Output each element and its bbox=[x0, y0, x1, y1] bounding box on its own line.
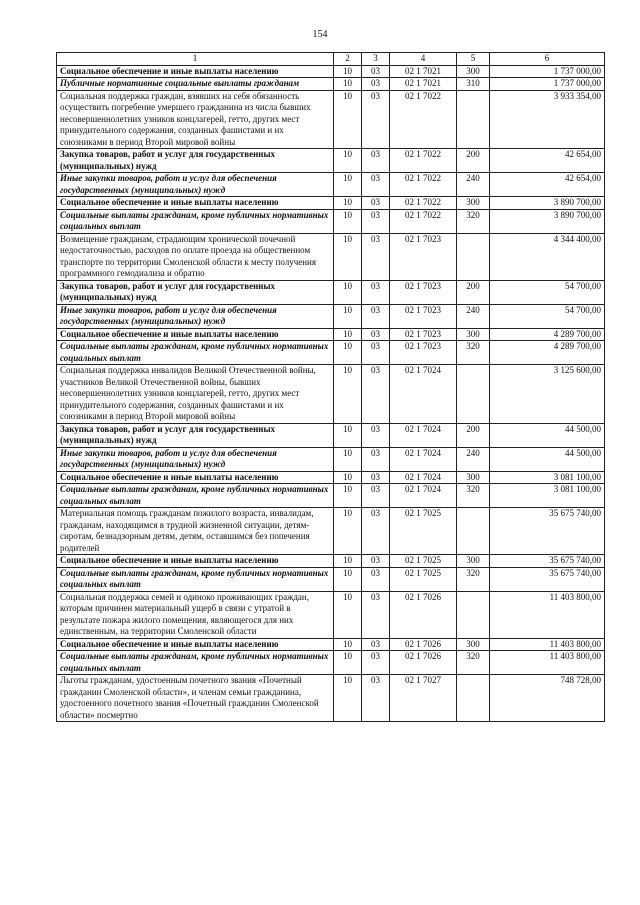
row-subsection-cell: 03 bbox=[362, 365, 390, 424]
row-subsection-cell: 03 bbox=[362, 149, 390, 173]
row-name-cell: Иные закупки товаров, работ и услуг для обеспечения государственных (муниципальных) нужд bbox=[57, 304, 334, 328]
row-expense-type-cell: 300 bbox=[457, 197, 490, 210]
row-section-cell: 10 bbox=[334, 233, 362, 280]
row-section-cell: 10 bbox=[334, 471, 362, 484]
table-row bbox=[57, 280, 605, 304]
row-target-article-cell: 02 1 7025 bbox=[390, 508, 457, 555]
row-target-article-cell: 02 1 7026 bbox=[390, 638, 457, 651]
table-row bbox=[57, 484, 605, 508]
row-name-cell: Материальная помощь гражданам пожилого возраста, инвалидам, гражданам, находящимся в трудной жизненной ситуации, детям-сиротам, безнадзорным детям, детям, оставшимся без попечения родителей bbox=[57, 508, 334, 555]
header-cell: 2 bbox=[334, 53, 362, 66]
header-cell: 4 bbox=[390, 53, 457, 66]
row-name-cell: Социальное обеспечение и иные выплаты населению bbox=[57, 328, 334, 341]
row-amount-cell: 3 125 600,00 bbox=[490, 365, 605, 424]
row-section-cell: 10 bbox=[334, 638, 362, 651]
row-section-cell: 10 bbox=[334, 328, 362, 341]
row-amount-cell: 3 890 700,00 bbox=[490, 209, 605, 233]
row-expense-type-cell: 240 bbox=[457, 173, 490, 197]
row-name-cell: Социальные выплаты гражданам, кроме публичных нормативных социальных выплат bbox=[57, 567, 334, 591]
row-name-cell: Социальные выплаты гражданам, кроме публичных нормативных социальных выплат bbox=[57, 209, 334, 233]
row-target-article-cell: 02 1 7022 bbox=[390, 90, 457, 149]
row-name-cell: Возмещение гражданам, страдающим хронической почечной недостаточностью, расходов по оплате проезда на общественном транспорте по территории Смоленской области к месту получения программного гемодиализа и обратно bbox=[57, 233, 334, 280]
row-name-cell: Социальное обеспечение и иные выплаты населению bbox=[57, 638, 334, 651]
row-section-cell: 10 bbox=[334, 173, 362, 197]
row-name-cell: Закупка товаров, работ и услуг для государственных (муниципальных) нужд bbox=[57, 149, 334, 173]
row-subsection-cell: 03 bbox=[362, 651, 390, 675]
row-amount-cell: 44 500,00 bbox=[490, 447, 605, 471]
header-cell: 5 bbox=[457, 53, 490, 66]
row-expense-type-cell bbox=[457, 675, 490, 722]
row-expense-type-cell: 200 bbox=[457, 423, 490, 447]
row-expense-type-cell: 300 bbox=[457, 638, 490, 651]
row-expense-type-cell: 200 bbox=[457, 149, 490, 173]
row-subsection-cell: 03 bbox=[362, 209, 390, 233]
row-subsection-cell: 03 bbox=[362, 328, 390, 341]
row-amount-cell: 35 675 740,00 bbox=[490, 508, 605, 555]
row-subsection-cell: 03 bbox=[362, 280, 390, 304]
row-expense-type-cell: 240 bbox=[457, 447, 490, 471]
table-row bbox=[57, 675, 605, 722]
row-section-cell: 10 bbox=[334, 651, 362, 675]
row-target-article-cell: 02 1 7024 bbox=[390, 365, 457, 424]
row-expense-type-cell bbox=[457, 365, 490, 424]
row-amount-cell: 4 344 400,00 bbox=[490, 233, 605, 280]
table-row bbox=[57, 197, 605, 210]
row-name-cell: Социальное обеспечение и иные выплаты населению bbox=[57, 471, 334, 484]
row-name-cell: Социальная поддержка граждан, взявших на себя обязанность осуществить погребение умершего гражданина из числа бывших несовершеннолетних узников концлагерей, гетто, других мест принудительного содержания, созданных фашистами и их союзниками в период Второй мировой войны bbox=[57, 90, 334, 149]
row-target-article-cell: 02 1 7024 bbox=[390, 447, 457, 471]
row-subsection-cell: 03 bbox=[362, 90, 390, 149]
table-row bbox=[57, 209, 605, 233]
row-amount-cell: 3 081 100,00 bbox=[490, 471, 605, 484]
header-cell: 1 bbox=[57, 53, 334, 66]
row-name-cell: Социальное обеспечение и иные выплаты населению bbox=[57, 65, 334, 78]
row-target-article-cell: 02 1 7021 bbox=[390, 78, 457, 91]
row-name-cell: Закупка товаров, работ и услуг для государственных (муниципальных) нужд bbox=[57, 280, 334, 304]
table-row bbox=[57, 149, 605, 173]
row-subsection-cell: 03 bbox=[362, 423, 390, 447]
row-subsection-cell: 03 bbox=[362, 447, 390, 471]
row-expense-type-cell: 320 bbox=[457, 484, 490, 508]
row-expense-type-cell: 300 bbox=[457, 328, 490, 341]
row-name-cell: Социальное обеспечение и иные выплаты населению bbox=[57, 197, 334, 210]
row-subsection-cell: 03 bbox=[362, 675, 390, 722]
row-target-article-cell: 02 1 7022 bbox=[390, 149, 457, 173]
table-row bbox=[57, 65, 605, 78]
table-row bbox=[57, 555, 605, 568]
row-target-article-cell: 02 1 7021 bbox=[390, 65, 457, 78]
row-subsection-cell: 03 bbox=[362, 304, 390, 328]
row-name-cell: Социальная поддержка семей и одиноко проживающих граждан, которым причинен материальный ущерб в связи с утратой в результате пожара жилого помещения, являющегося для них единственным, на территории Смоленской области bbox=[57, 591, 334, 638]
header-cell: 3 bbox=[362, 53, 390, 66]
row-expense-type-cell bbox=[457, 508, 490, 555]
table-row bbox=[57, 651, 605, 675]
row-expense-type-cell bbox=[457, 233, 490, 280]
row-expense-type-cell: 320 bbox=[457, 209, 490, 233]
row-amount-cell: 54 700,00 bbox=[490, 280, 605, 304]
table-row bbox=[57, 233, 605, 280]
row-amount-cell: 11 403 800,00 bbox=[490, 591, 605, 638]
row-section-cell: 10 bbox=[334, 149, 362, 173]
row-amount-cell: 54 700,00 bbox=[490, 304, 605, 328]
row-expense-type-cell: 240 bbox=[457, 304, 490, 328]
row-section-cell: 10 bbox=[334, 90, 362, 149]
row-section-cell: 10 bbox=[334, 197, 362, 210]
row-section-cell: 10 bbox=[334, 484, 362, 508]
table-row bbox=[57, 591, 605, 638]
row-section-cell: 10 bbox=[334, 65, 362, 78]
row-subsection-cell: 03 bbox=[362, 197, 390, 210]
table-body bbox=[57, 65, 605, 722]
row-target-article-cell: 02 1 7026 bbox=[390, 651, 457, 675]
row-target-article-cell: 02 1 7026 bbox=[390, 591, 457, 638]
row-amount-cell: 4 289 700,00 bbox=[490, 341, 605, 365]
row-section-cell: 10 bbox=[334, 209, 362, 233]
row-subsection-cell: 03 bbox=[362, 471, 390, 484]
table-row bbox=[57, 90, 605, 149]
row-target-article-cell: 02 1 7024 bbox=[390, 423, 457, 447]
row-expense-type-cell: 300 bbox=[457, 555, 490, 568]
row-target-article-cell: 02 1 7027 bbox=[390, 675, 457, 722]
row-subsection-cell: 03 bbox=[362, 78, 390, 91]
table-row bbox=[57, 567, 605, 591]
row-subsection-cell: 03 bbox=[362, 484, 390, 508]
page-number: 154 bbox=[312, 29, 328, 40]
row-amount-cell: 11 403 800,00 bbox=[490, 638, 605, 651]
row-amount-cell: 35 675 740,00 bbox=[490, 555, 605, 568]
row-expense-type-cell: 320 bbox=[457, 567, 490, 591]
table-row bbox=[57, 328, 605, 341]
row-section-cell: 10 bbox=[334, 675, 362, 722]
row-amount-cell: 3 081 100,00 bbox=[490, 484, 605, 508]
table-row bbox=[57, 638, 605, 651]
row-target-article-cell: 02 1 7023 bbox=[390, 304, 457, 328]
row-name-cell: Льготы гражданам, удостоенным почетного звания «Почетный гражданин Смоленской области», и членам семьи гражданина, удостоенного почетного звания «Почетный гражданин Смоленской области» посмертно bbox=[57, 675, 334, 722]
row-amount-cell: 3 890 700,00 bbox=[490, 197, 605, 210]
row-target-article-cell: 02 1 7022 bbox=[390, 173, 457, 197]
row-subsection-cell: 03 bbox=[362, 638, 390, 651]
row-target-article-cell: 02 1 7025 bbox=[390, 555, 457, 568]
row-section-cell: 10 bbox=[334, 280, 362, 304]
row-section-cell: 10 bbox=[334, 567, 362, 591]
row-amount-cell: 35 675 740,00 bbox=[490, 567, 605, 591]
row-target-article-cell: 02 1 7022 bbox=[390, 209, 457, 233]
row-amount-cell: 11 403 800,00 bbox=[490, 651, 605, 675]
row-subsection-cell: 03 bbox=[362, 173, 390, 197]
header-cell: 6 bbox=[490, 53, 605, 66]
row-name-cell: Социальная поддержка инвалидов Великой Отечественной войны, участников Великой Отечественной войны, бывших несовершеннолетних узников концлагерей, гетто, других мест принудительного содержания, созданных фашистами и их союзниками в период Второй мировой войны bbox=[57, 365, 334, 424]
row-section-cell: 10 bbox=[334, 591, 362, 638]
table-row bbox=[57, 173, 605, 197]
row-subsection-cell: 03 bbox=[362, 233, 390, 280]
header-row bbox=[57, 53, 605, 66]
row-amount-cell: 748 728,00 bbox=[490, 675, 605, 722]
row-name-cell: Публичные нормативные социальные выплаты гражданам bbox=[57, 78, 334, 91]
row-amount-cell: 44 500,00 bbox=[490, 423, 605, 447]
row-name-cell: Иные закупки товаров, работ и услуг для обеспечения государственных (муниципальных) нужд bbox=[57, 447, 334, 471]
row-amount-cell: 42 654,00 bbox=[490, 149, 605, 173]
row-section-cell: 10 bbox=[334, 555, 362, 568]
row-amount-cell: 4 289 700,00 bbox=[490, 328, 605, 341]
row-target-article-cell: 02 1 7025 bbox=[390, 567, 457, 591]
row-section-cell: 10 bbox=[334, 78, 362, 91]
row-name-cell: Социальные выплаты гражданам, кроме публичных нормативных социальных выплат bbox=[57, 484, 334, 508]
table-row bbox=[57, 447, 605, 471]
table-row bbox=[57, 78, 605, 91]
table-row bbox=[57, 423, 605, 447]
row-name-cell: Социальное обеспечение и иные выплаты населению bbox=[57, 555, 334, 568]
row-section-cell: 10 bbox=[334, 447, 362, 471]
row-name-cell: Закупка товаров, работ и услуг для государственных (муниципальных) нужд bbox=[57, 423, 334, 447]
row-amount-cell: 42 654,00 bbox=[490, 173, 605, 197]
table-row bbox=[57, 341, 605, 365]
row-target-article-cell: 02 1 7023 bbox=[390, 233, 457, 280]
table-row bbox=[57, 365, 605, 424]
row-amount-cell: 3 933 354,00 bbox=[490, 90, 605, 149]
row-target-article-cell: 02 1 7022 bbox=[390, 197, 457, 210]
row-name-cell: Социальные выплаты гражданам, кроме публичных нормативных социальных выплат bbox=[57, 651, 334, 675]
row-subsection-cell: 03 bbox=[362, 591, 390, 638]
row-target-article-cell: 02 1 7023 bbox=[390, 328, 457, 341]
row-subsection-cell: 03 bbox=[362, 567, 390, 591]
row-amount-cell: 1 737 000,00 bbox=[490, 65, 605, 78]
row-expense-type-cell: 310 bbox=[457, 78, 490, 91]
row-target-article-cell: 02 1 7023 bbox=[390, 280, 457, 304]
table-row bbox=[57, 304, 605, 328]
row-section-cell: 10 bbox=[334, 423, 362, 447]
row-expense-type-cell: 200 bbox=[457, 280, 490, 304]
budget-table bbox=[56, 52, 605, 722]
row-target-article-cell: 02 1 7023 bbox=[390, 341, 457, 365]
table-row bbox=[57, 471, 605, 484]
row-expense-type-cell: 300 bbox=[457, 471, 490, 484]
row-expense-type-cell: 300 bbox=[457, 65, 490, 78]
row-section-cell: 10 bbox=[334, 341, 362, 365]
row-subsection-cell: 03 bbox=[362, 65, 390, 78]
row-section-cell: 10 bbox=[334, 304, 362, 328]
row-section-cell: 10 bbox=[334, 365, 362, 424]
row-target-article-cell: 02 1 7024 bbox=[390, 471, 457, 484]
row-target-article-cell: 02 1 7024 bbox=[390, 484, 457, 508]
row-subsection-cell: 03 bbox=[362, 508, 390, 555]
row-expense-type-cell: 320 bbox=[457, 651, 490, 675]
table-row bbox=[57, 508, 605, 555]
row-section-cell: 10 bbox=[334, 508, 362, 555]
row-expense-type-cell bbox=[457, 90, 490, 149]
row-expense-type-cell bbox=[457, 591, 490, 638]
row-name-cell: Социальные выплаты гражданам, кроме публичных нормативных социальных выплат bbox=[57, 341, 334, 365]
row-name-cell: Иные закупки товаров, работ и услуг для обеспечения государственных (муниципальных) нужд bbox=[57, 173, 334, 197]
row-expense-type-cell: 320 bbox=[457, 341, 490, 365]
row-subsection-cell: 03 bbox=[362, 341, 390, 365]
row-amount-cell: 1 737 000,00 bbox=[490, 78, 605, 91]
row-subsection-cell: 03 bbox=[362, 555, 390, 568]
